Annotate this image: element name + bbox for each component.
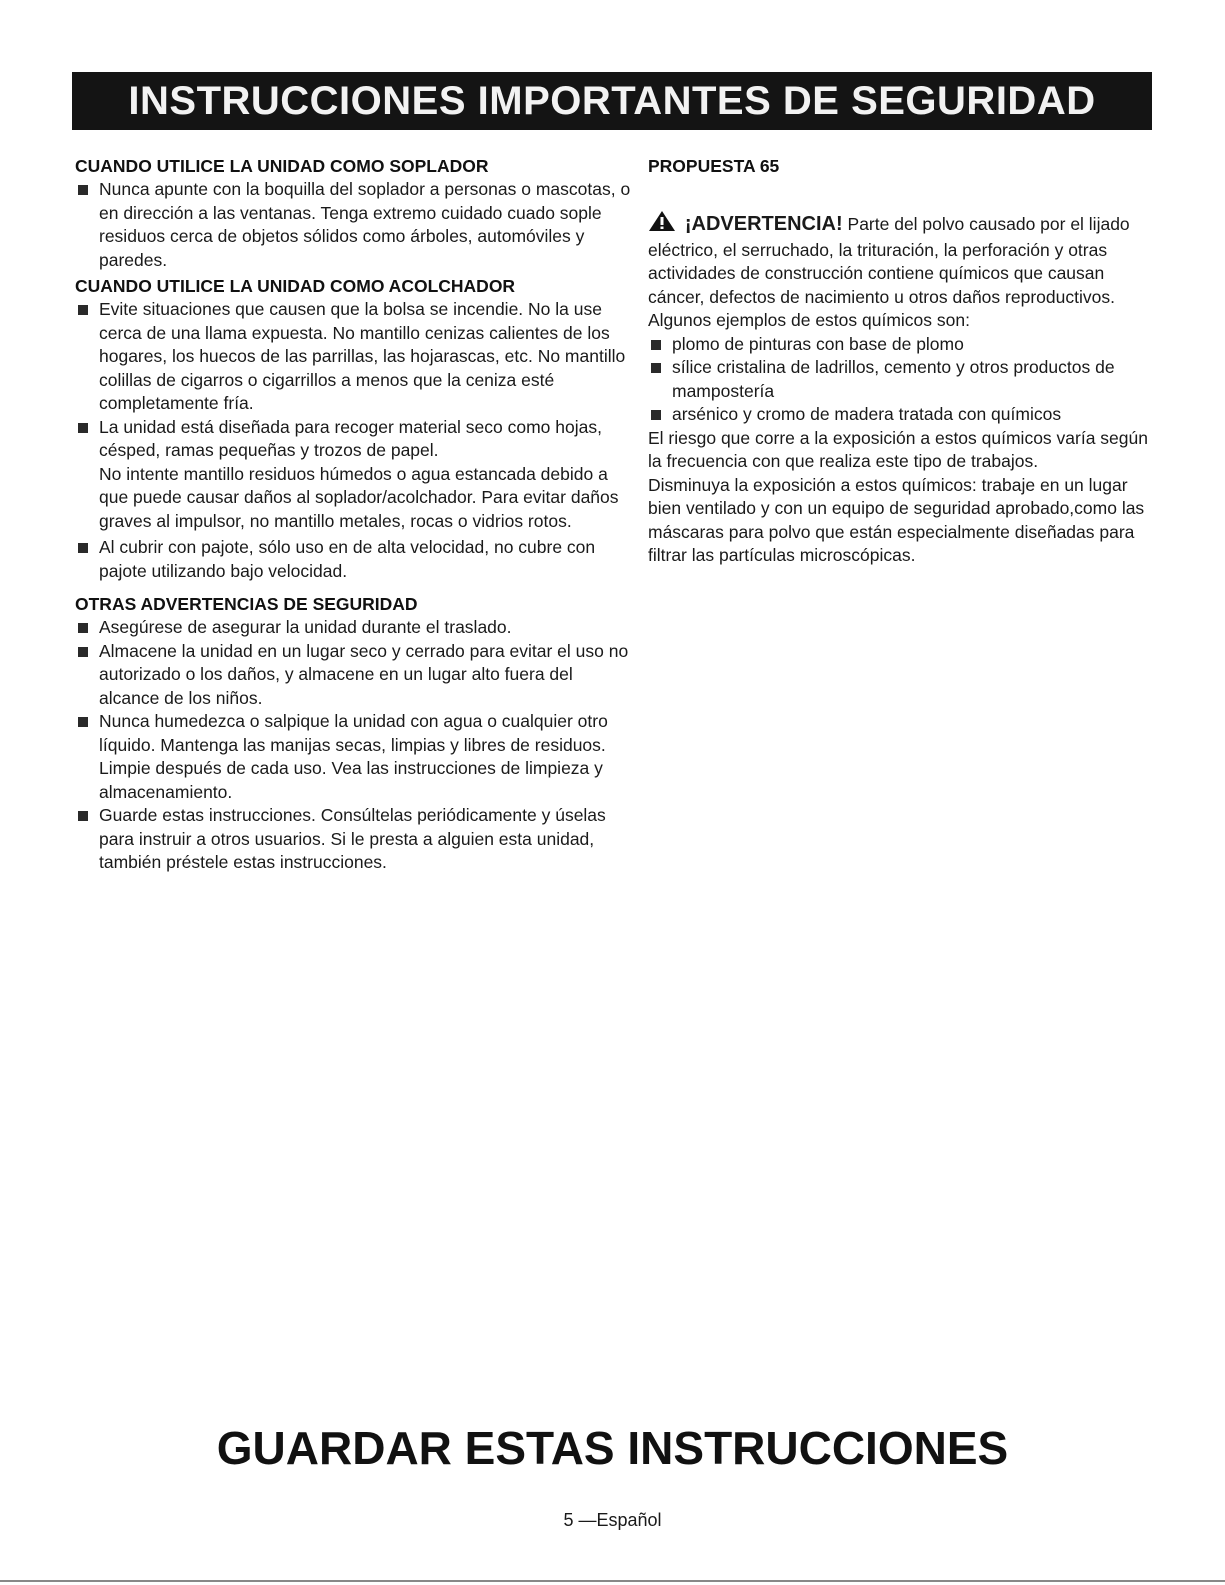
other-warnings-heading: OTRAS ADVERTENCIAS DE SEGURIDAD: [75, 594, 418, 614]
risk-text: El riesgo que corre a la exposición a estos químicos varía según la frecuencia con que realiza este tipo de trabajos.: [648, 427, 1148, 471]
warning-triangle-icon: [648, 210, 676, 239]
blower-list: [75, 178, 635, 272]
right-column: [648, 155, 1148, 568]
mulcher-heading: CUANDO UTILICE LA UNIDAD COMO ACOLCHADOR: [75, 276, 516, 296]
list-item: Nunca humedezca o salpique la unidad con agua o cualquier otro líquido. Mantenga las manijas secas, limpias y libres de residuos. Limpie después de cada uso. Vea las instrucciones de limpieza y almacenamiento.: [75, 710, 635, 804]
left-column: [75, 155, 635, 875]
warning-title: ¡ADVERTENCIA!: [684, 213, 843, 235]
mulcher-continuation: No intente mantillo residuos húmedos o agua estancada debido a que puede causar daños al soplador/acolchador. Para evitar daños graves al impulsor, no mantillo metales, rocas o vidrios rotos.: [99, 463, 619, 531]
bottom-divider: [0, 1580, 1225, 1582]
list-item: arsénico y cromo de madera tratada con químicos: [648, 403, 1148, 427]
reduce-exposure-text: Disminuya la exposición a estos químicos: trabaje en un lugar bien ventilado y con un equipo de seguridad aprobado,como las máscaras para polvo que están especialmente diseñadas para filtrar las partículas microscópicas.: [648, 474, 1145, 565]
list-item: La unidad está diseñada para recoger material seco como hojas, césped, ramas pequeñas y trozos de papel.: [75, 416, 635, 463]
mulcher-list-2: [75, 536, 635, 583]
safety-banner: INSTRUCCIONES IMPORTANTES DE SEGURIDAD: [72, 72, 1152, 130]
list-item: Almacene la unidad en un lugar seco y cerrado para evitar el uso no autorizado o los daños, y almacene en un lugar alto fuera del alcance de los niños.: [75, 640, 635, 711]
page-number: 5 —Español: [563, 1510, 662, 1530]
list-item: Evite situaciones que causen que la bolsa se incendie. No la use cerca de una llama expuesta. No mantillo cenizas calientes de los hogares, los huecos de las parrillas, las hojarascas, etc. No mantillo colillas de cigarros o cigarrillos a menos que la ceniza esté completamente fría.: [75, 298, 635, 416]
blower-heading: CUANDO UTILICE LA UNIDAD COMO SOPLADOR: [75, 156, 489, 176]
prop65-heading: PROPUESTA 65: [648, 156, 780, 176]
save-instructions-title: GUARDAR ESTAS INSTRUCCIONES: [216, 1422, 1009, 1474]
list-item: Nunca apunte con la boquilla del soplador a personas o mascotas, o en dirección a las ventanas. Tenga extremo cuidado cuado sople residuos cerca de objetos sólidos como árboles, automóviles y paredes.: [75, 178, 635, 272]
examples-list: [648, 333, 1148, 427]
warning-text: Parte del polvo causado por el lijado eléctrico, el serruchado, la trituración, la perforación y otras actividades de construcción contiene químicos que causan cáncer, defectos de nacimiento u otros daños reproductivos. Algunos ejemplos de estos químicos son:: [648, 214, 1130, 330]
list-item: Al cubrir con pajote, sólo uso en de alta velocidad, no cubre con pajote utilizando bajo velocidad.: [75, 536, 635, 583]
mulcher-list: [75, 298, 635, 463]
list-item: Guarde estas instrucciones. Consúltelas periódicamente y úselas para instruir a otros usuarios. Si le presta a alguien esta unidad, también préstele estas instrucciones.: [75, 804, 635, 875]
list-item: plomo de pinturas con base de plomo: [648, 333, 1148, 357]
list-item: Asegúrese de asegurar la unidad durante el traslado.: [75, 616, 635, 640]
list-item: sílice cristalina de ladrillos, cemento y otros productos de mampostería: [648, 356, 1148, 403]
warning-paragraph: [648, 210, 1148, 333]
other-warnings-list: [75, 616, 635, 875]
